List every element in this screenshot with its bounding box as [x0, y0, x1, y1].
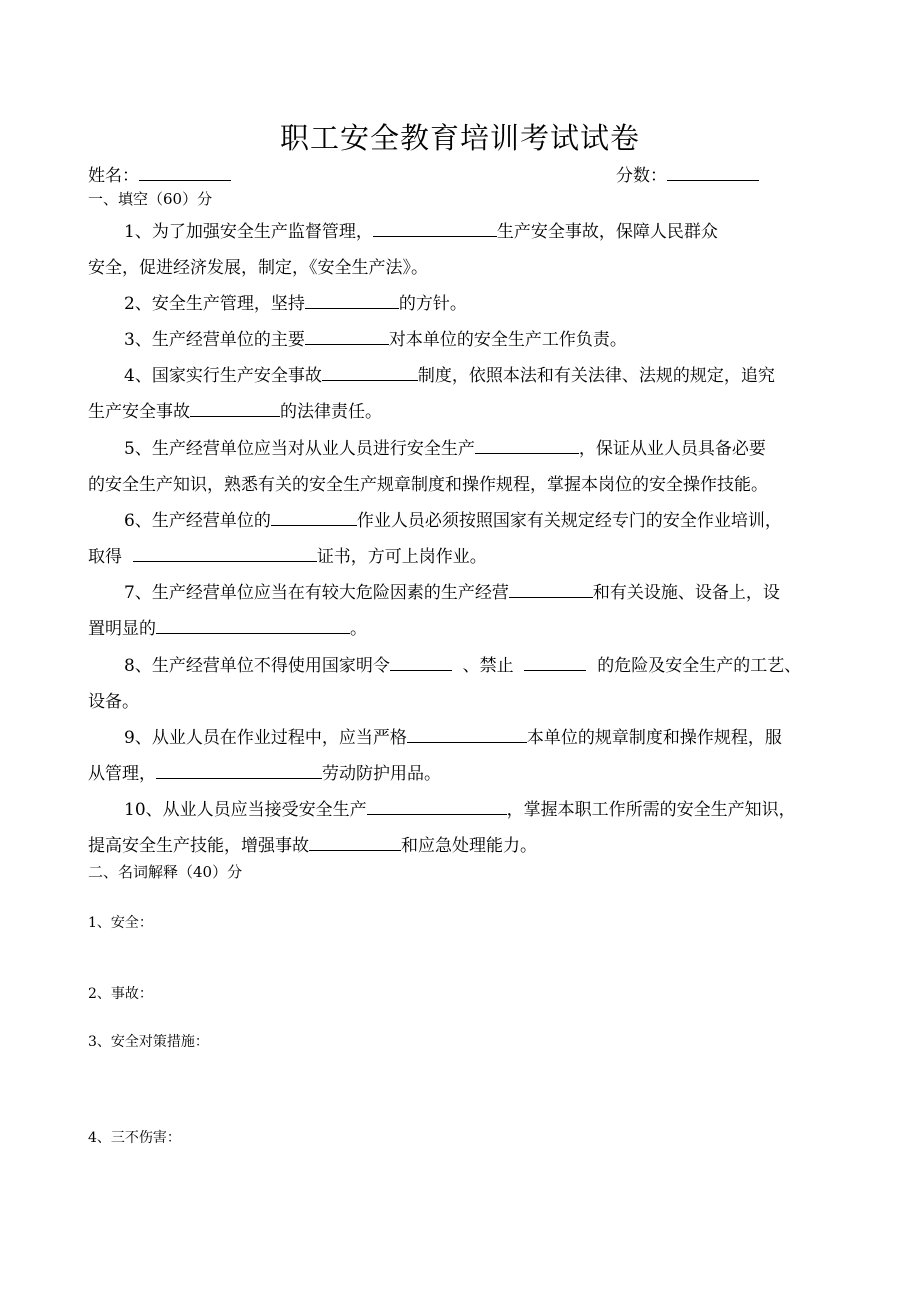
question-8-line2: 设备。 — [88, 692, 139, 712]
question-1-line1: 1、为了加强安全生产监督管理， 生产安全事故，保障人民群众 — [124, 222, 718, 242]
question-6-line1: 6、生产经营单位的 作业人员必须按照国家有关规定经专门的安全作业培训， — [124, 511, 782, 531]
score-blank[interactable] — [667, 165, 759, 181]
question-2: 2、安全生产管理，坚持 的方针。 — [124, 294, 467, 314]
q6-blank-2[interactable] — [133, 546, 317, 562]
q9-blank-1[interactable] — [407, 727, 527, 743]
q8-blank-1[interactable] — [390, 655, 452, 671]
question-4-line2: 生产安全事故 的法律责任。 — [88, 402, 382, 422]
q5-blank[interactable] — [475, 438, 579, 454]
q6-blank-1[interactable] — [271, 510, 357, 526]
name-label: 姓名： — [88, 166, 139, 186]
term-safety: 1、安全： — [88, 915, 153, 931]
question-4-line1: 4、国家实行生产安全事故 制度，依照本法和有关法律、法规的规定，追究 — [124, 366, 775, 386]
q1-blank[interactable] — [373, 221, 497, 237]
q7-blank-2[interactable] — [156, 618, 350, 634]
question-7-line2: 置明显的 。 — [88, 619, 367, 639]
question-5-line1: 5、生产经营单位应当对从业人员进行安全生产 ，保证从业人员具备必要 — [124, 439, 766, 459]
question-10-line1: 10、从业人员应当接受安全生产 ，掌握本职工作所需的安全生产知识， — [124, 800, 796, 820]
q4-blank-2[interactable] — [190, 401, 280, 417]
score-field — [616, 161, 759, 186]
question-6-line2: 取得 证书，方可上岗作业。 — [88, 547, 487, 567]
question-5-line2: 的安全生产知识，熟悉有关的安全生产规章制度和操作规程，掌握本岗位的安全操作技能。 — [88, 475, 768, 495]
name-blank[interactable] — [139, 165, 231, 181]
q10-blank-2[interactable] — [309, 835, 401, 851]
term-safety-measures: 3、安全对策措施： — [88, 1034, 209, 1050]
q3-blank[interactable] — [305, 329, 389, 345]
q2-blank[interactable] — [305, 293, 399, 309]
q7-blank-1[interactable] — [509, 582, 593, 598]
section1-heading: 一、填空（60）分 — [88, 190, 213, 208]
q8-blank-2[interactable] — [524, 655, 586, 671]
section2-heading: 二、名词解释（40）分 — [88, 863, 243, 881]
name-field — [88, 161, 231, 186]
question-10-line2: 提高安全生产技能，增强事故 和应急处理能力。 — [88, 836, 537, 856]
question-1-line2: 安全，促进经济发展，制定，《安全生产法》。 — [88, 258, 428, 278]
question-9-line1: 9、从业人员在作业过程中，应当严格 本单位的规章制度和操作规程，服 — [124, 728, 782, 748]
q9-blank-2[interactable] — [156, 763, 322, 779]
q4-blank-1[interactable] — [322, 365, 418, 381]
question-7-line1: 7、生产经营单位应当在有较大危险因素的生产经营 和有关设施、设备上，设 — [124, 583, 780, 603]
page-title: 职工安全教育培训考试试卷 — [279, 121, 640, 155]
term-accident: 2、事故： — [88, 986, 153, 1002]
score-label: 分数： — [616, 166, 667, 186]
question-9-line2: 从管理， 劳动防护用品。 — [88, 764, 441, 784]
q10-blank-1[interactable] — [367, 799, 507, 815]
question-3: 3、生产经营单位的主要 对本单位的安全生产工作负责。 — [124, 330, 627, 350]
question-8-line1: 8、生产经营单位不得使用国家明令 、禁止 的危险及安全生产的工艺、 — [124, 656, 802, 676]
term-three-no-harm: 4、三不伤害： — [88, 1130, 181, 1146]
